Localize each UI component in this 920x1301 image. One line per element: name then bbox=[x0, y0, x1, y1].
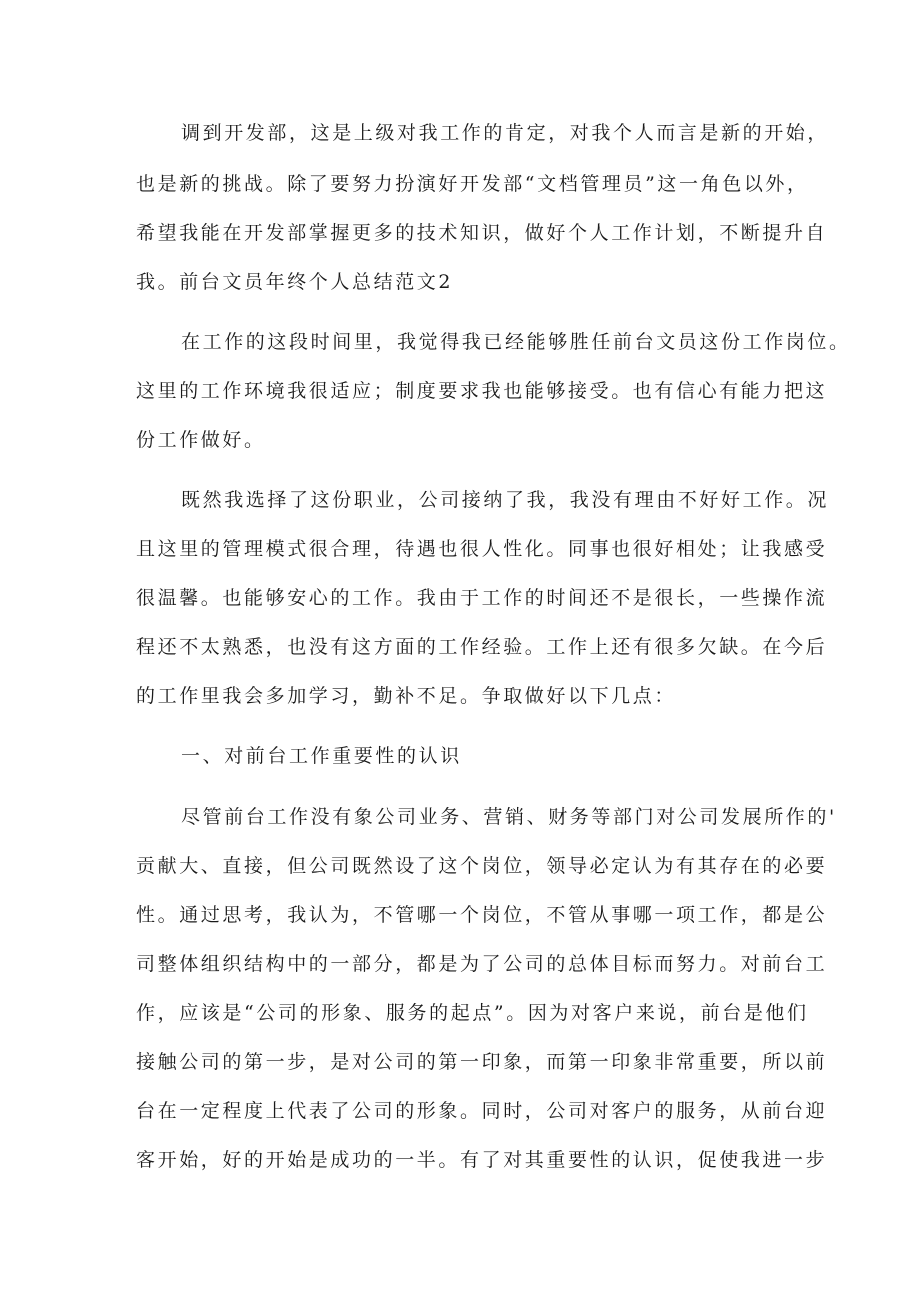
text-line-9: 且这里的管理模式很合理，待遇也很人性化。同事也很好相处；让我感受 bbox=[136, 538, 828, 560]
text-line-14: 尽管前台工作没有象公司业务、营销、财务等部门对公司发展所作的' bbox=[181, 806, 837, 828]
text-line-21: 客开始，好的开始是成功的一半。有了对其重要性的认识，促使我进一步 bbox=[136, 1149, 828, 1171]
text-line-5: 在工作的这段时间里，我觉得我已经能够胜任前台文员这份工作岗位。 bbox=[181, 331, 851, 353]
text-line-19: 接触公司的第一步，是对公司的第一印象，而第一印象非常重要，所以前 bbox=[136, 1051, 828, 1073]
text-line-3: 希望我能在开发部掌握更多的技术知识，做好个人工作计划，不断提升自 bbox=[136, 222, 828, 244]
section-heading: 一、对前台工作重要性的认识 bbox=[181, 745, 462, 767]
text-line-10: 很温馨。也能够安心的工作。我由于工作的时间还不是很长，一些操作流 bbox=[136, 587, 828, 609]
text-line-11: 程还不太熟悉，也没有这方面的工作经验。工作上还有很多欠缺。在今后 bbox=[136, 636, 828, 658]
text-line-12: 的工作里我会多加学习，勤补不足。争取做好以下几点： bbox=[136, 685, 677, 707]
text-line-1: 调到开发部，这是上级对我工作的肯定，对我个人而言是新的开始， bbox=[181, 122, 830, 144]
text-line-7: 份工作做好。 bbox=[136, 429, 266, 451]
text-line-17: 司整体组织结构中的一部分，都是为了公司的总体目标而努力。对前台工 bbox=[136, 953, 828, 975]
text-line-20: 台在一定程度上代表了公司的形象。同时，公司对客户的服务，从前台迎 bbox=[136, 1100, 828, 1122]
text-line-2: 也是新的挑战。除了要努力扮演好开发部“文档管理员”这一角色以外， bbox=[136, 173, 809, 195]
text-line-16: 性。通过思考，我认为，不管哪一个岗位，不管从事哪一项工作，都是公 bbox=[136, 904, 828, 926]
text-line-8: 既然我选择了这份职业，公司接纳了我，我没有理由不好好工作。况 bbox=[181, 489, 830, 511]
text-line-4: 我。前台文员年终个人总结范文2 bbox=[136, 271, 454, 293]
text-line-6: 这里的工作环境我很适应；制度要求我也能够接受。也有信心有能力把这 bbox=[136, 380, 828, 402]
text-line-15: 贡献大、直接，但公司既然设了这个岗位，领导必定认为有其存在的必要 bbox=[136, 855, 828, 877]
text-line-18: 作，应该是“公司的形象、服务的起点”。因为对客户来说，前台是他们 bbox=[136, 1002, 809, 1024]
